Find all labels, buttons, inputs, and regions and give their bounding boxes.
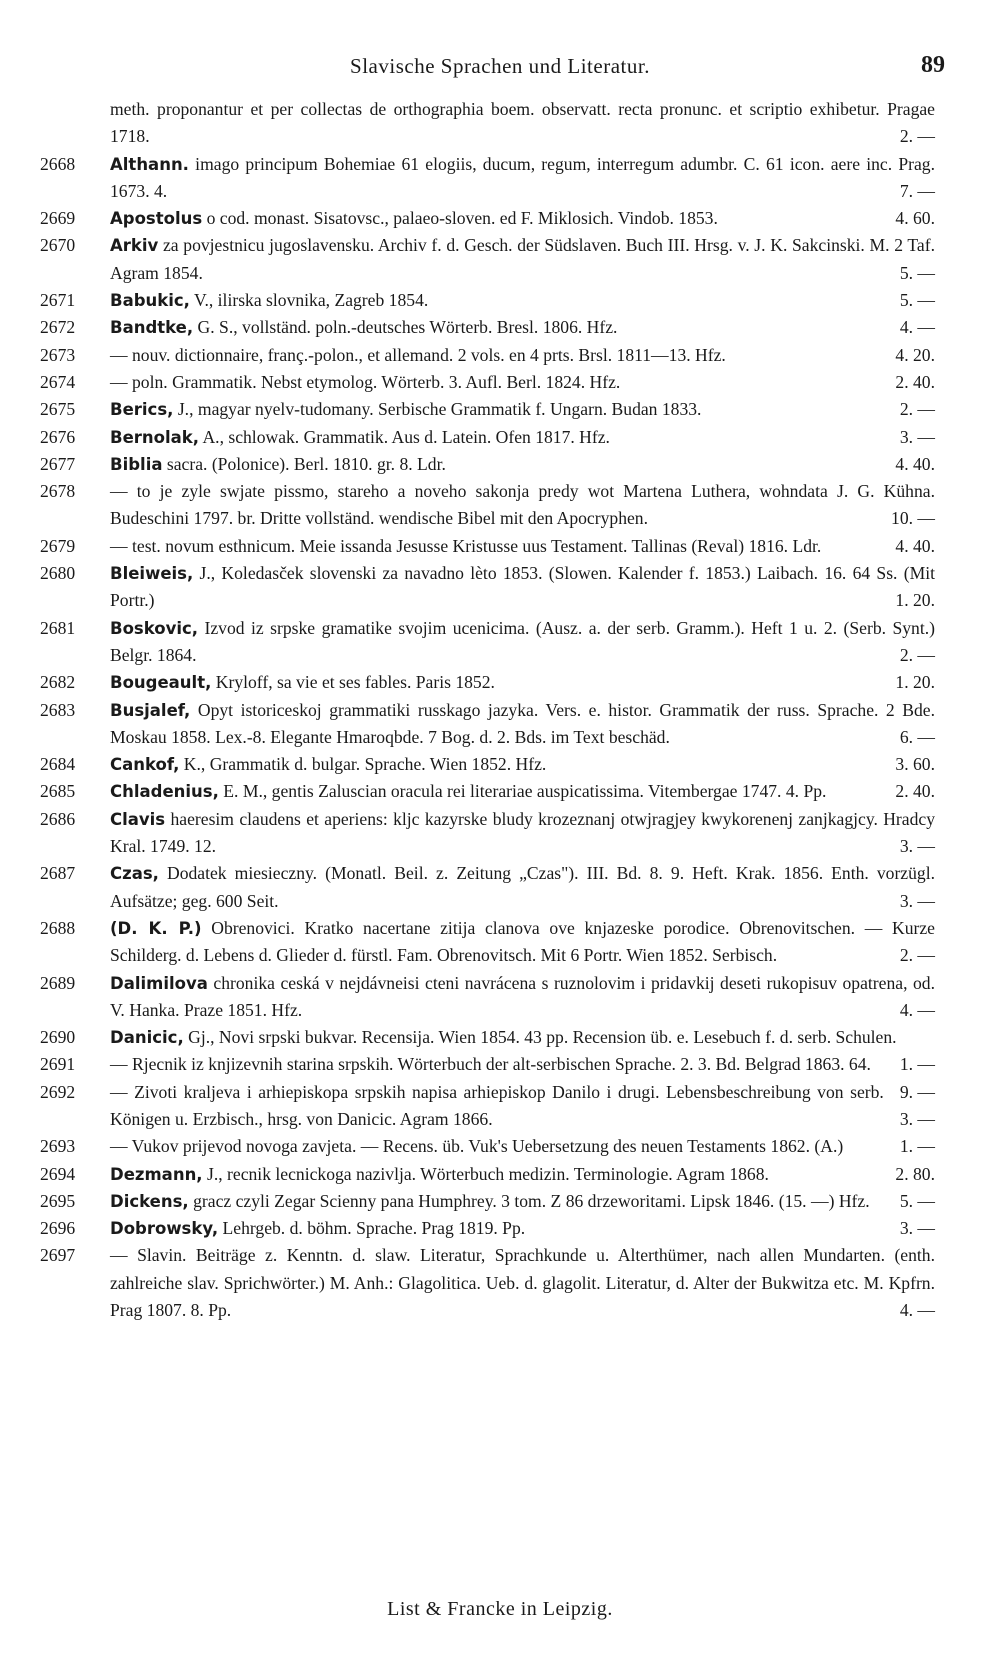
entry-author: Bernolak,	[110, 427, 200, 447]
entry-description: — Vukov prijevod novoga zavjeta. — Recens. üb. Vuk's Uebersetzung des neuen Testaments 1862. (A.)	[110, 1136, 844, 1157]
entry-price: 10. —	[891, 508, 935, 529]
entry-author: Bandtke,	[110, 318, 194, 338]
entry-number: 2670	[40, 235, 76, 256]
catalog-entry-list	[40, 96, 935, 1324]
entry-price: 2. 80.	[895, 1163, 935, 1184]
entry-author: Arkiv	[110, 236, 159, 256]
entry-number: 2687	[40, 863, 76, 884]
entry-price: 5. —	[899, 1190, 935, 1211]
entry-body	[110, 205, 935, 232]
entry-author: Dobrowsky,	[110, 1219, 219, 1239]
entry-number: 2671	[40, 290, 76, 311]
entry-body	[110, 615, 935, 670]
catalog-entry	[40, 342, 935, 369]
entry-description: V., ilirska slovnika, Zagreb 1854.	[189, 290, 429, 311]
entry-description: Izvod iz srpske gramatike svojim ucenicima. (Ausz. a. der serb. Gramm.). Heft 1 u. 2. (Serb. Synt.) Belgr. 1864.	[110, 617, 935, 665]
catalog-entry	[40, 1133, 935, 1160]
entry-description: o cod. monast. Sisatovsc., palaeo-sloven. ed F. Miklosich. Vindob. 1853.	[202, 208, 718, 229]
entry-body	[110, 451, 935, 478]
entry-author: Bougeault,	[110, 673, 212, 693]
catalog-entry	[40, 533, 935, 560]
entry-description: A., schlowak. Grammatik. Aus d. Latein. Ofen 1817. Hfz.	[199, 426, 610, 447]
catalog-entry	[40, 314, 935, 341]
catalog-entry	[40, 970, 935, 1025]
running-title: Slavische Sprachen und Literatur.	[350, 54, 650, 78]
entry-price: 3. 60.	[895, 754, 935, 775]
entry-author: Babukic,	[110, 291, 190, 311]
entry-price: 2. 40.	[895, 371, 935, 392]
entry-author: Althann.	[110, 154, 189, 174]
entry-body	[110, 342, 935, 369]
entry-price: 5. —	[899, 290, 935, 311]
entry-author: Berics,	[110, 400, 174, 420]
entry-description: — nouv. dictionnaire, franç.-polon., et allemand. 2 vols. en 4 prts. Brsl. 1811—13. Hfz.	[110, 344, 726, 365]
entry-description: Opyt istoriceskoj grammatiki russkago jazyka. Vers. e. histor. Grammatik der russ. Sprache. 2 Bde. Moskau 1858. Lex.-8. Elegante Hmaroqbde. 7 Bog. d. 2. Bds. im Text beschäd.	[110, 699, 935, 747]
entry-body	[110, 1242, 935, 1324]
entry-description: haeresim claudens et aperiens: kljc kazyrske bludy krozeznanj otwjragjey kwykorenenj zanjkagjcy. Hradcy Kral. 1749. 12.	[110, 808, 935, 857]
entry-body	[110, 1161, 935, 1188]
entry-number: 2668	[40, 153, 76, 174]
entry-description: Dodatek miesieczny. (Monatl. Beil. z. Zeitung „Czas"). III. Bd. 8. 9. Heft. Krak. 1856. Enth. vorzügl. Aufsätze; geg. 600 Seit.	[110, 863, 935, 911]
entry-number: 2680	[40, 563, 76, 584]
entry-description: Kryloff, sa vie et ses fables. Paris 1852.	[211, 672, 495, 693]
page-header	[0, 50, 1000, 86]
entry-body	[110, 151, 935, 206]
entry-number: 2669	[40, 208, 76, 229]
entry-body	[110, 1051, 935, 1102]
entry-number: 2695	[40, 1190, 76, 1211]
entry-price: 7. —	[899, 180, 935, 201]
catalog-entry	[40, 396, 935, 423]
catalog-entry	[40, 615, 935, 670]
entry-price: 6. —	[899, 726, 935, 747]
entry-price: 4. 40.	[895, 453, 935, 474]
entry-author: Dalimilova	[110, 973, 208, 993]
entry-description: G. S., vollständ. poln.-deutsches Wörterb. Bresl. 1806. Hfz.	[193, 317, 618, 338]
page-number: 89	[921, 52, 945, 78]
entry-author: (D. K. P.)	[110, 918, 202, 938]
entry-price: 1. —	[899, 1136, 935, 1157]
entry-price: 3. —	[899, 1218, 935, 1239]
entry-price: 3. —	[899, 836, 935, 857]
catalog-entry	[40, 287, 935, 314]
entry-body	[110, 314, 935, 341]
entry-price: 4. —	[899, 999, 935, 1020]
entry-description: J., Koledasček slovenski za navadno lèto 1853. (Slowen. Kalender f. 1853.) Laibach. 16. 64 Ss. (Mit Portr.)	[110, 563, 935, 611]
entry-body	[110, 697, 935, 752]
entry-number: 2676	[40, 426, 76, 447]
entry-price: 2. 40.	[895, 781, 935, 802]
entry-price: 9. —	[899, 1081, 935, 1102]
entry-number: 2672	[40, 317, 76, 338]
entry-body	[110, 287, 935, 314]
catalog-entry	[40, 1161, 935, 1188]
entry-description: gracz czyli Zegar Scienny pana Humphrey. 3 tom. Z 86 drzeworitami. Lipsk 1846. (15. —) Hfz.	[188, 1190, 870, 1211]
entry-number: 2677	[40, 453, 76, 474]
entry-number: 2679	[40, 535, 76, 556]
entry-number: 2681	[40, 617, 76, 638]
catalog-entry	[40, 1215, 935, 1242]
catalog-entry	[40, 751, 935, 778]
entry-number: 2686	[40, 808, 76, 829]
entry-number: 2684	[40, 754, 76, 775]
entry-number: 2673	[40, 344, 76, 365]
catalog-entry	[40, 697, 935, 752]
entry-number: 2682	[40, 672, 76, 693]
entry-author: Bleiweis,	[110, 564, 194, 584]
entry-number: 2683	[40, 699, 76, 720]
entry-description: imago principum Bohemiae 61 elogiis, ducum, regum, interregum adumbr. C. 61 icon. aere inc. Prag. 1673. 4.	[110, 153, 935, 201]
catalog-entry	[40, 424, 935, 451]
entry-number: 2675	[40, 399, 76, 420]
entry-description: J., recnik lecnickoga nazivlja. Wörterbuch medizin. Terminologie. Agram 1868.	[202, 1163, 769, 1184]
entry-description: Lehrgeb. d. böhm. Sprache. Prag 1819. Pp.	[218, 1218, 526, 1239]
entry-price: 1. —	[899, 1054, 935, 1075]
entry-body	[110, 751, 935, 778]
entry-price: 2. —	[899, 644, 935, 665]
entry-description: — poln. Grammatik. Nebst etymolog. Wörterb. 3. Aufl. Berl. 1824. Hfz.	[110, 371, 621, 392]
entry-price: 3. —	[899, 426, 935, 447]
entry-price: 4. —	[899, 317, 935, 338]
entry-number: 2694	[40, 1163, 76, 1184]
entry-description: — Rjecnik iz knjizevnih starina srpskih. Wörterbuch der alt-serbischen Sprache. 2. 3. Bd. Belgrad 1863. 64.	[110, 1054, 871, 1075]
catalog-entry	[40, 96, 935, 151]
entry-description: Gj., Novi srpski bukvar. Recensija. Wien 1854. 43 pp. Recension üb. e. Lesebuch f. d. serb. Schulen.	[183, 1027, 897, 1048]
catalog-entry	[40, 806, 935, 861]
entry-author: Apostolus	[110, 209, 203, 229]
entry-body	[110, 369, 935, 396]
entry-description: — Slavin. Beiträge z. Kenntn. d. slaw. Literatur, Sprachkunde u. Alterthümer, nach allen Mundarten. (enth. zahlreiche slav. Sprichwörter.) M. Anh.: Glagolitica. Ueb. d. glagolit. Literatur, d. Alter der Bukwitza etc. M. Kpfrn. Prag 1807. 8. Pp.	[110, 1245, 935, 1321]
entry-number: 2689	[40, 972, 76, 993]
entry-author: Busjalef,	[110, 700, 191, 720]
entry-author: Danicic,	[110, 1028, 184, 1048]
entry-number: 2697	[40, 1245, 76, 1266]
entry-number: 2692	[40, 1081, 76, 1102]
entry-description: meth. proponantur et per collectas de orthographia boem. observatt. recta pronunc. et scriptio exhibetur. Pragae 1718.	[110, 99, 935, 147]
catalog-entry	[40, 369, 935, 396]
catalog-entry	[40, 1242, 935, 1324]
entry-description: K., Grammatik d. bulgar. Sprache. Wien 1852. Hfz.	[179, 754, 547, 775]
entry-price: 4. —	[899, 1300, 935, 1321]
catalog-entry	[40, 478, 935, 533]
entry-body	[110, 806, 935, 861]
entry-body	[110, 1188, 935, 1215]
entry-price: 2. —	[899, 945, 935, 966]
entry-author: Czas,	[110, 864, 159, 884]
publisher-footer: List & Francke in Leipzig.	[387, 1598, 613, 1620]
entry-number: 2688	[40, 917, 76, 938]
catalog-entry	[40, 232, 935, 287]
entry-price: 4. 40.	[895, 535, 935, 556]
entry-price: 3. —	[899, 1108, 935, 1129]
catalog-entry	[40, 669, 935, 696]
entry-author: Dickens,	[110, 1191, 189, 1211]
entry-description: Obrenovici. Kratko nacertane zitija clanova ove knjazeske porodice. Obrenovitschen. — Kurze Schilderg. d. Lebens d. Glieder d. fürstl. Fam. Obrenovitsch. Mit 6 Portr. Wien 1852. Serbisch.	[110, 917, 935, 966]
entry-description: za povjestnicu jugoslavensku. Archiv f. d. Gesch. der Südslaven. Buch III. Hrsg. v. J. K. Sakcinski. M. 2 Taf. Agram 1854.	[110, 235, 935, 283]
entry-price: 3. —	[899, 890, 935, 911]
entry-body	[110, 970, 935, 1025]
catalog-entry	[40, 778, 935, 805]
entry-number: 2678	[40, 481, 76, 502]
catalog-entry	[40, 451, 935, 478]
entry-description: J., magyar nyelv-tudomany. Serbische Grammatik f. Ungarn. Budan 1833.	[173, 399, 702, 420]
entry-description: — test. novum esthnicum. Meie issanda Jesusse Kristusse uus Testament. Tallinas (Reval) 1816. Ldr.	[110, 535, 822, 556]
entry-number: 2690	[40, 1027, 76, 1048]
entry-description: — Zivoti kraljeva i arhiepiskopa srpskih napisa arhiepiskop Danilo i drugi. Lebensbeschreibung von serb. Königen u. Erzbisch., hrsg. von Danicic. Agram 1866.	[110, 1081, 884, 1129]
entry-number: 2674	[40, 371, 76, 392]
entry-body	[110, 669, 935, 696]
entry-body	[110, 915, 935, 970]
entry-price: 1. 20.	[895, 672, 935, 693]
entry-body	[110, 1215, 935, 1242]
entry-author: Chladenius,	[110, 782, 219, 802]
entry-description: sacra. (Polonice). Berl. 1810. gr. 8. Ldr.	[162, 453, 446, 474]
entry-price: 2. —	[899, 126, 935, 147]
entry-author: Boskovic,	[110, 618, 199, 638]
entry-price: 4. 20.	[895, 344, 935, 365]
entry-body	[110, 1133, 935, 1160]
entry-number: 2693	[40, 1136, 76, 1157]
entry-price: 5. —	[899, 262, 935, 283]
entry-body	[110, 1079, 935, 1134]
entry-price: 2. —	[899, 399, 935, 420]
entry-description: — to je zyle swjate pissmo, stareho a noveho sakonja predy wot Martena Luthera, wohndata J. G. Kühna. Budeschini 1797. br. Dritte vollständ. wendische Bibel mit den Apocryphen.	[110, 481, 935, 529]
entry-body	[110, 860, 935, 915]
entry-body	[110, 96, 935, 151]
entry-body	[110, 533, 935, 560]
entry-description: E. M., gentis Zaluscian oracula rei literariae auspicatissima. Vitembergae 1747. 4. Pp.	[218, 781, 827, 802]
entry-body	[110, 478, 935, 533]
catalog-entry	[40, 560, 935, 615]
catalog-entry	[40, 205, 935, 232]
entry-author: Biblia	[110, 454, 163, 474]
entry-author: Dezmann,	[110, 1164, 203, 1184]
catalog-entry	[40, 860, 935, 915]
catalog-entry	[40, 151, 935, 206]
entry-price: 4. 60.	[895, 208, 935, 229]
entry-price: 1. 20.	[895, 590, 935, 611]
entry-body	[110, 232, 935, 287]
entry-body	[110, 424, 935, 451]
entry-number: 2685	[40, 781, 76, 802]
entry-body	[110, 560, 935, 615]
entry-body	[110, 778, 935, 805]
entry-author: Cankof,	[110, 755, 180, 775]
entry-number: 2691	[40, 1054, 76, 1075]
entry-author: Clavis	[110, 809, 166, 829]
catalog-entry	[40, 1079, 935, 1134]
entry-description: chronika ceská v nejdávneisi cteni navrácena s ruznolovim i pridavkij deseti rukopisuv opatrena, od. V. Hanka. Praze 1851. Hfz.	[110, 972, 935, 1020]
entry-body	[110, 396, 935, 423]
catalog-entry	[40, 1188, 935, 1215]
entry-number: 2696	[40, 1218, 76, 1239]
catalog-entry	[40, 915, 935, 970]
